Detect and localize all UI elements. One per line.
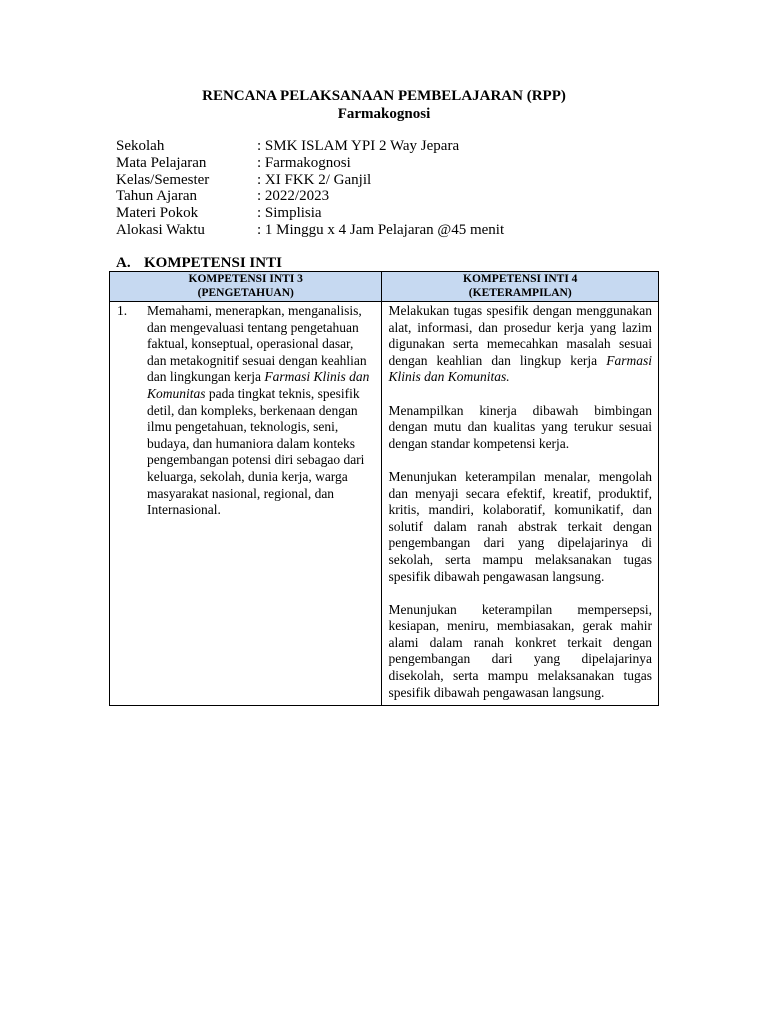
info-label: Sekolah [116, 138, 165, 154]
info-value: : XI FKK 2/ Ganjil [257, 171, 372, 188]
ki4-paragraph-3: Menunjukan keterampilan menalar, mengolah dan menyaji secara efektif, kreatif, produktif, kritis, mandiri, kolaboratif, komunikatif, dan solutif dalam ranah abstrak terkait dengan pengembangan dari yang dipelajarinya di sekolah, serta mampu melaksanakan tugas spesifik dibawah pengawasan langsung. [388, 468, 652, 584]
header-ki4-line2: (KETERAMPILAN) [468, 286, 572, 299]
section-heading [116, 254, 282, 272]
info-label: Kelas/Semester [116, 171, 210, 188]
kompetensi-inti-table [109, 271, 659, 706]
ki4-paragraph-1 [388, 303, 652, 386]
info-label: Alokasi Waktu [116, 221, 205, 238]
ki3-cell [110, 302, 382, 706]
identity-block [116, 138, 504, 239]
info-value: : 1 Minggu x 4 Jam Pelajaran @45 menit [257, 221, 505, 238]
ki4-p1-before: Melakukan tugas spesifik dengan menggunakan alat, informasi, dan prosedur kerja yang lazim digunakan serta memecahkan masalah sesuai dengan keahlian dan lingkup kerja [388, 303, 652, 368]
info-row-alokasi-waktu [116, 222, 504, 239]
ki3-text-after: pada tingkat teknis, spesifik detil, dan kompleks, berkenaan dengan ilmu pengetahuan, teknologis, seni, budaya, dan humaniora dalam konteks pengembangan potensi diri sebagao dari keluarga, sekolah, dunia kerja, warga masyarakat nasional, regional, dan Internasional. [147, 385, 365, 518]
title-subject: Farmakognosi [337, 106, 431, 122]
ki4-p1-italic: Farmasi Klinis dan Komunitas. [388, 352, 652, 385]
info-row-materi-pokok [116, 205, 504, 222]
ki4-paragraph-4: Menunjukan keterampilan mempersepsi, kesiapan, meniru, membiasakan, gerak mahir alami dalam ranah konkret terkait dengan pengembangan dari yang dipelajarinya disekolah, serta mampu melaksanakan tugas spesifik dibawah pengawasan langsung. [388, 601, 652, 700]
ki3-text [147, 303, 373, 519]
header-ki3-line2: (PENGETAHUAN) [197, 286, 294, 299]
title-main: RENCANA PELAKSANAAN PEMBELAJARAN (RPP) [202, 88, 566, 104]
info-value: : 2022/2023 [257, 188, 330, 205]
info-row-sekolah [116, 138, 504, 155]
table-row [110, 302, 659, 706]
info-row-kelas-semester [116, 172, 504, 189]
ki4-cell [382, 302, 659, 706]
ki3-list-item [114, 303, 373, 519]
info-label: Tahun Ajaran [116, 188, 198, 205]
info-row-mata-pelajaran [116, 155, 504, 172]
info-value: : SMK ISLAM YPI 2 Way Jepara [257, 138, 460, 154]
ki4-paragraph-2: Menampilkan kinerja dibawah bimbingan dengan mutu dan kualitas yang terukur sesuai dengan standar kompetensi kerja. [388, 402, 652, 451]
header-ki4-line1: KOMPETENSI INTI 4 [463, 273, 578, 285]
info-value: : Simplisia [257, 205, 322, 222]
list-number: 1. [117, 303, 128, 318]
info-value: : Farmakognosi [257, 154, 351, 171]
document-title [0, 87, 768, 123]
header-ki3-line1: KOMPETENSI INTI 3 [188, 273, 303, 285]
header-ki3 [110, 272, 382, 302]
info-row-tahun-ajaran [116, 188, 504, 205]
info-label: Mata Pelajaran [116, 154, 207, 171]
section-letter: A. [116, 255, 131, 271]
table-header-row [110, 272, 659, 302]
section-title: KOMPETENSI INTI [144, 255, 282, 271]
info-label: Materi Pokok [116, 205, 199, 222]
header-ki4 [382, 272, 659, 302]
ki3-text-before: Memahami, menerapkan, menganalisis, dan mengevaluasi tentang pengetahuan faktual, konseptual, operasional dasar, dan metakognitif sesuai dengan keahlian dan lingkungan kerja [147, 303, 367, 385]
ki3-text-italic: Farmasi Klinis dan Komunitas [147, 369, 370, 401]
